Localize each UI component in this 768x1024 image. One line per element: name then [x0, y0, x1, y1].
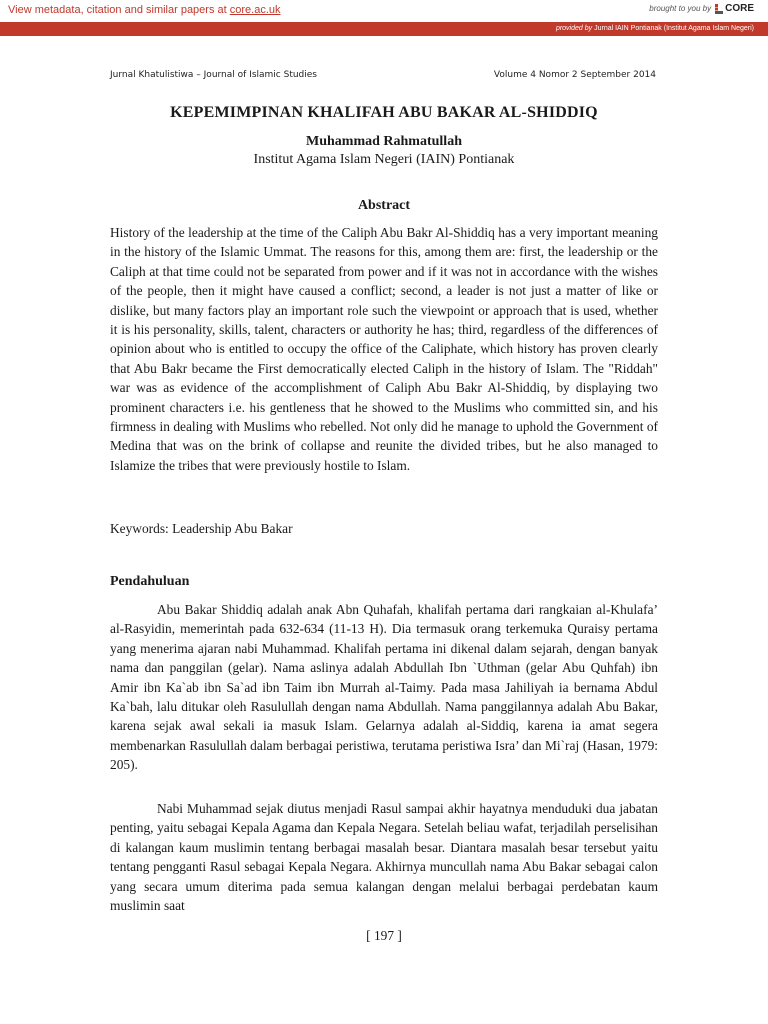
body-paragraph-2: Nabi Muhammad sejak diutus menjadi Rasul sampai akhir hayatnya menduduki dua jabatan penting, yaitu sebagai Kepala Agama dan Kepala Negara. Setelah beliau wafat, terjadilah perselisihan di kalangan kaum muslimin tentang berbagai masalah besar. Diantara masalah besar tersebut yaitu tentang pengganti Rasul sebagai Kepala Negara. Akhirnya muncullah nama Abu Bakar sebagai calon yang secara umum diterima pada semua kalangan dengan melalui berbagai perdebatan kaum muslimin saat — [110, 801, 658, 914]
section-heading-pendahuluan: Pendahuluan — [110, 574, 190, 589]
abstract-text: History of the leadership at the time of the Caliph Abu Bakr Al-Shiddiq has a very important meaning in the history of the Islamic Ummat. The reasons for this, among them are: first, the leadership or the Caliph at that time could not be separated from power and if it was not in accordance with the wishes of the people, then it might have caused a conflict; second, a leader is not just a matter of like or dislike, but many factors play an important role such the viewpoint or approach that is used, whether it is his personality, skills, talent, characters or authority he has; third, regardless of the differences of opinion about who is entitled to occupy the office of the Caliphate, which history has proven clearly that Abu Bakr became the First democratically elected Caliph in the history of Islam. The "Riddah" war was as evidence of the accomplishment of Caliph Abu Bakr Al-Shiddiq, by displaying two prominent characters i.e. his gentleness that he showed to the Muslims who committed sin, and his firmness in dealing with Muslims who rebelled. Not only did he manage to uphold the Government of Medina that was on the brink of collapse and reunite the divided tribes, but he also managed to Islamize the tribes that were previously hostile to Islam. — [110, 225, 658, 473]
page-number: [ 197 ] — [366, 928, 402, 943]
author-affiliation: Institut Agama Islam Negeri (IAIN) Pontianak — [253, 152, 515, 167]
core-logo-text: CORE — [725, 3, 754, 14]
journal-name: Jurnal Khatulistiwa – Journal of Islamic Studies — [110, 70, 317, 80]
core-metadata-notice — [8, 4, 281, 16]
running-header — [110, 70, 656, 80]
article-title: KEPEMIMPINAN KHALIFAH ABU BAKAR AL-SHIDDIQ — [170, 104, 598, 121]
provided-by-source[interactable]: Jurnal IAIN Pontianak (Institut Agama Islam Negeri) — [594, 25, 754, 32]
provided-by-label: provided by — [555, 25, 593, 32]
journal-volume: Volume 4 Nomor 2 September 2014 — [493, 70, 656, 80]
core-banner — [0, 0, 768, 23]
provided-by-bar — [0, 22, 768, 36]
keywords: Keywords: Leadership Abu Bakar — [110, 521, 293, 536]
article-author: Muhammad Rahmatullah — [306, 134, 462, 149]
brought-to-you-text: brought to you by — [649, 4, 712, 13]
core-link[interactable]: core.ac.uk — [229, 4, 281, 16]
core-logo-icon — [715, 4, 723, 14]
core-logo[interactable] — [715, 3, 754, 14]
core-metadata-prefix: View metadata, citation and similar papers at — [8, 4, 230, 16]
core-brought-by — [649, 3, 754, 14]
body-paragraph-1: Abu Bakar Shiddiq adalah anak Abn Quhafah, khalifah pertama dari rangkaian al-Khulafa’ al-Rasyidin, memerintah pada 632-634 (11-13 H). Dia termasuk orang terkemuka Quraisy pertama yang menerima ajaran nabi Muhammad. Khalifah pertama ini dikenal dalam sejarah, dengan banyak nama dan panggilan (gelar). Nama aslinya adalah Abdullah Ibn `Uthman (gelar Abu Quhfah) ibn Amir ibn Ka`ab ibn Sa`ad ibn Taim ibn Murrah al-Taimy. Pada masa Jahiliyah ia bernama Abdul Ka`bah, lalu ditukar oleh Rasulullah dengan nama Abdullah. Nama panggilannya adalah Abu Bakar, karena sejak awal sekali ia masuk Islam. Gelarnya adalah al-Siddiq, karena ia amat segera membenarkan Rasulullah dalam berbagai peristiwa, terutama peristiwa Isra’ dan Mi`raj (Hasan, 1979: 205). — [110, 602, 658, 773]
abstract-heading: Abstract — [357, 198, 411, 213]
